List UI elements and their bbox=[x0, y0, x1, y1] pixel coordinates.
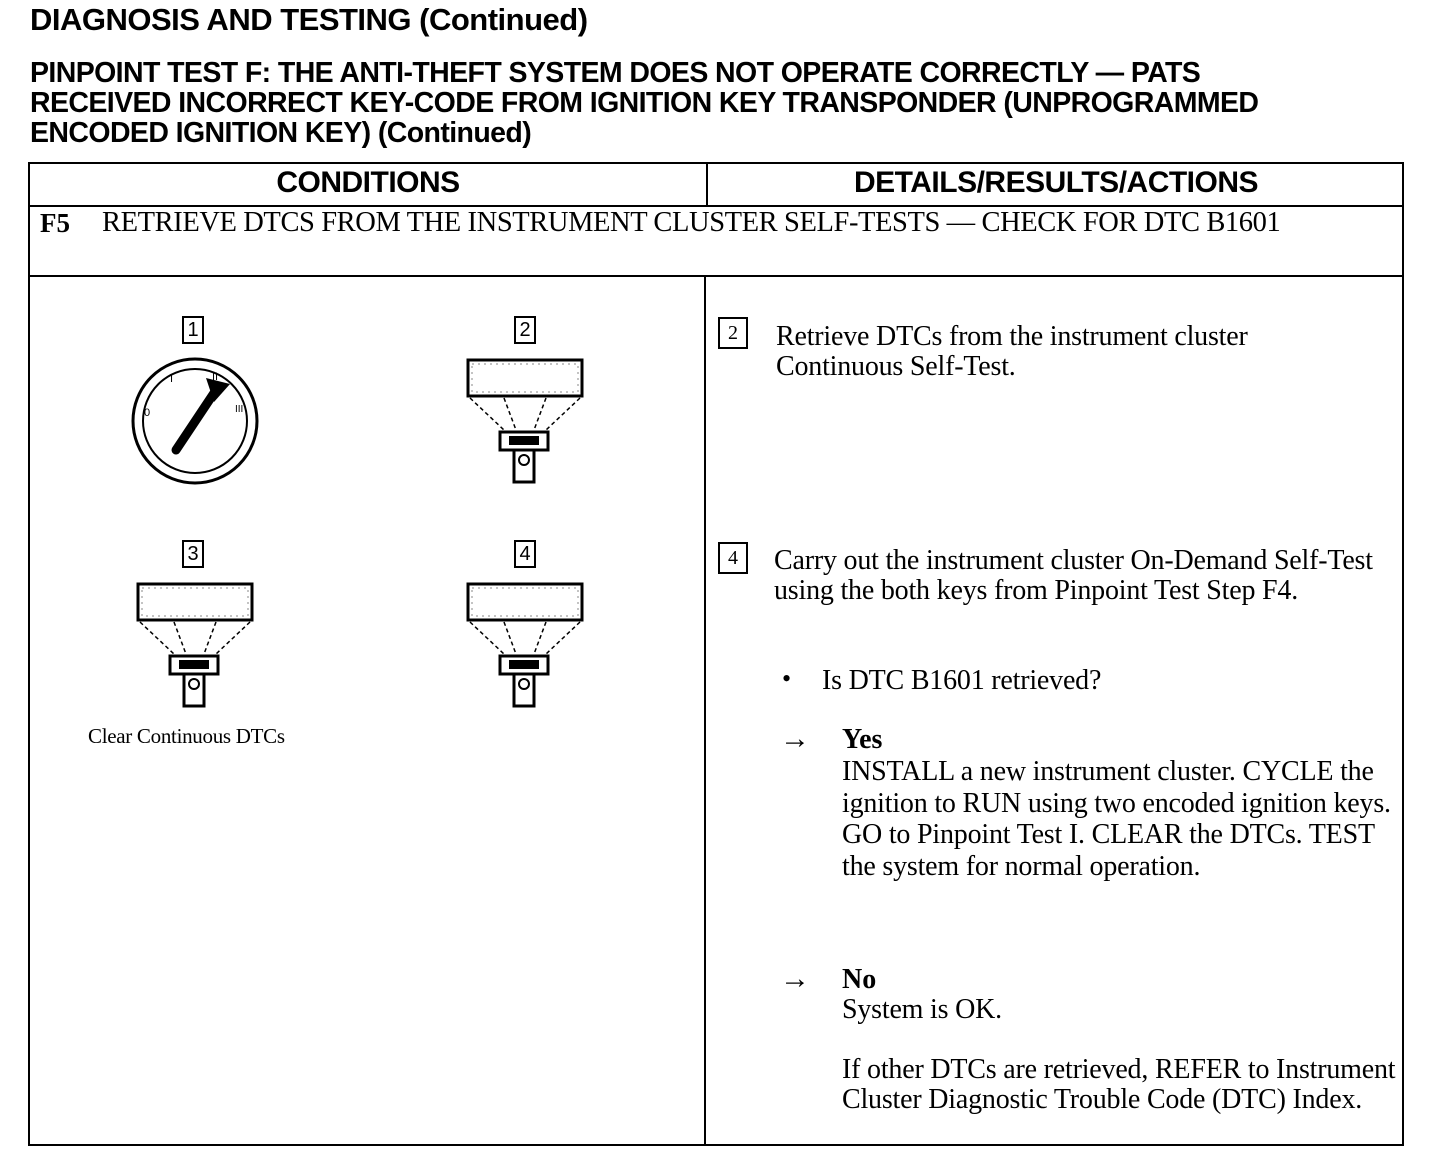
page-heading: DIAGNOSIS AND TESTING (Continued) bbox=[30, 2, 588, 37]
no-label: No bbox=[842, 964, 877, 995]
ignition-mark-2: II bbox=[212, 371, 219, 383]
test-title-line: PINPOINT TEST F: THE ANTI-THEFT SYSTEM DOES NOT OPERATE CORRECTLY — PATS bbox=[30, 57, 1201, 89]
test-title-line: ENCODED IGNITION KEY) (Continued) bbox=[30, 117, 532, 149]
ignition-mark-3: III bbox=[235, 404, 244, 415]
step-title: RETRIEVE DTCS FROM THE INSTRUMENT CLUSTER SELF-TESTS — CHECK FOR DTC B1601 bbox=[102, 207, 1281, 238]
header-divider bbox=[706, 164, 708, 206]
ignition-mark-1: I bbox=[170, 373, 174, 385]
action-step-4-number: 4 bbox=[718, 542, 748, 574]
step-id: F5 bbox=[40, 208, 70, 238]
pinpoint-test-title bbox=[30, 58, 1258, 148]
ignition-mark-0: 0 bbox=[144, 407, 151, 419]
instrument-cluster-tool-icon bbox=[134, 580, 258, 712]
figure-label-3: 3 bbox=[182, 540, 204, 568]
details-column-header: DETAILS/RESULTS/ACTIONS bbox=[853, 166, 1259, 199]
yes-label: Yes bbox=[842, 724, 883, 755]
action-step-2-text: Retrieve DTCs from the instrument cluster Continuous Self-Test. bbox=[776, 321, 1248, 382]
ignition-switch-icon bbox=[128, 354, 262, 488]
figure-label-2: 2 bbox=[514, 316, 536, 344]
conditions-column-header: CONDITIONS bbox=[276, 166, 460, 199]
question-text: Is DTC B1601 retrieved? bbox=[822, 665, 1102, 696]
no-refer-text: If other DTCs are retrieved, REFER to Instrument Cluster Diagnostic Trouble Code (DTC) Index. bbox=[842, 1054, 1396, 1115]
action-step-2-number: 2 bbox=[718, 317, 748, 349]
instrument-cluster-tool-icon bbox=[464, 356, 588, 488]
action-step-4-text: Carry out the instrument cluster On-Demand Self-Test using the both keys from Pinpoint Test Step F4. bbox=[774, 545, 1373, 606]
yes-action-text: INSTALL a new instrument cluster. CYCLE the ignition to RUN using two encoded ignition keys. GO to Pinpoint Test I. CLEAR the DTCs. TEST the system for normal operation. bbox=[842, 756, 1391, 882]
bullet-dot: • bbox=[782, 664, 792, 693]
figure-label-4: 4 bbox=[514, 540, 536, 568]
arrow-right-icon: → bbox=[780, 962, 810, 995]
diagnosis-table bbox=[28, 162, 1404, 1146]
body-divider bbox=[704, 277, 706, 1146]
step-rule bbox=[30, 275, 1402, 277]
test-title-line: RECEIVED INCORRECT KEY-CODE FROM IGNITION KEY TRANSPONDER (UNPROGRAMMED bbox=[30, 87, 1259, 119]
no-action-text: System is OK. bbox=[842, 994, 1002, 1025]
instrument-cluster-tool-icon bbox=[464, 580, 588, 712]
figure-caption: Clear Continuous DTCs bbox=[88, 724, 285, 748]
figure-label-1: 1 bbox=[182, 316, 204, 344]
arrow-right-icon: → bbox=[780, 722, 810, 755]
